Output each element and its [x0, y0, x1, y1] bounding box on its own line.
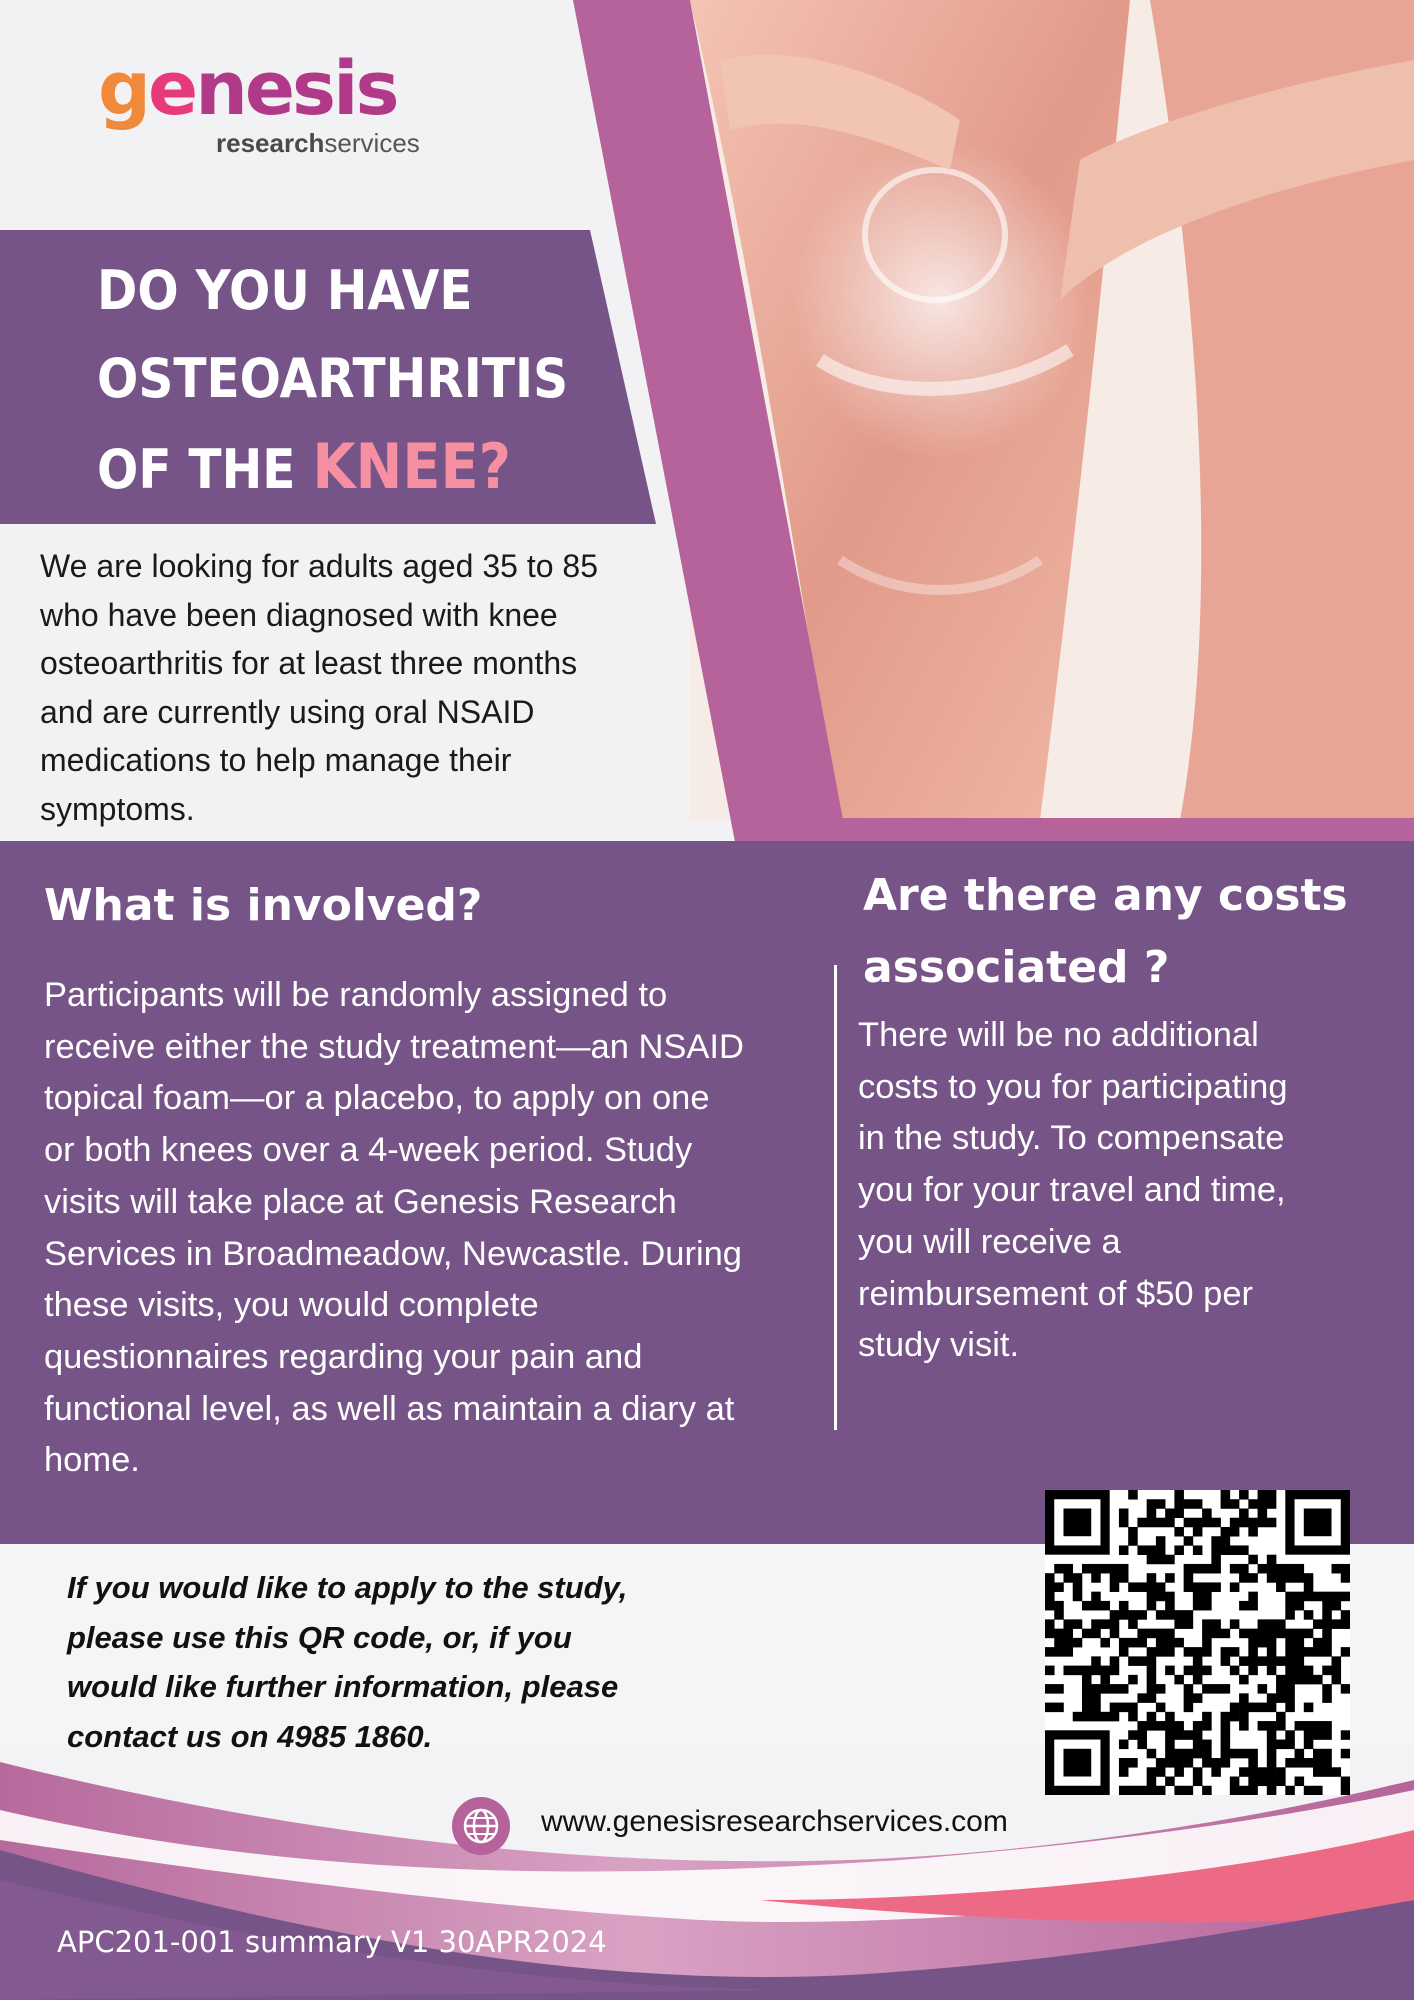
involved-paragraph: [44, 970, 819, 1487]
costs-line: study visit.: [858, 1326, 1020, 1365]
title-line-1: DO YOU HAVE: [97, 259, 473, 322]
intro-paragraph: [40, 542, 680, 833]
costs-line: reimbursement of $50 per: [858, 1274, 1254, 1313]
page-title: [97, 247, 569, 514]
intro-line: symptoms.: [40, 790, 195, 827]
costs-line: you for your travel and time,: [858, 1171, 1286, 1210]
involved-line: questionnaires regarding your pain and: [44, 1337, 643, 1376]
intro-line: medications to help manage their: [40, 742, 512, 778]
column-divider: [834, 965, 837, 1430]
logo-subtitle: researchservices: [216, 128, 420, 158]
costs-line: in the study. To compensate: [858, 1119, 1285, 1158]
involved-line: visits will take place at Genesis Research: [44, 1182, 677, 1221]
website-link[interactable]: www.genesisresearchservices.com: [541, 1805, 1008, 1838]
intro-line: who have been diagnosed with knee: [40, 596, 558, 633]
document-code: APC201-001 summary V1 30APR2024: [57, 1925, 607, 1959]
apply-instructions: If you would like to apply to the study, please use this QR code, or, if you would like further information, please contact us on 4985 1860.: [67, 1570, 628, 1754]
costs-line: you will receive a: [858, 1222, 1121, 1261]
intro-line: osteoarthritis for at least three months: [40, 645, 578, 681]
involved-line: topical foam—or a placebo, to apply on one: [44, 1079, 710, 1118]
involved-line: home.: [44, 1441, 140, 1480]
title-line-2: OSTEOARTHRITIS: [97, 347, 569, 410]
involved-line: receive either the study treatment—an NSAID: [44, 1027, 744, 1066]
costs-heading: Are there any costs associated ?: [863, 870, 1348, 993]
involved-line: or both knees over a 4-week period. Study: [44, 1131, 693, 1170]
qr-code[interactable]: [1045, 1490, 1350, 1795]
costs-paragraph: [858, 1010, 1378, 1372]
globe-icon: [452, 1797, 510, 1855]
involved-line: these visits, you would complete: [44, 1286, 539, 1325]
involved-line: functional level, as well as maintain a diary at: [44, 1389, 735, 1428]
logo-wordmark: genesis: [98, 46, 397, 132]
involved-line: Participants will be randomly assigned to: [44, 976, 668, 1014]
title-line-3: OF THE KNEE?: [97, 430, 511, 503]
title-highlight: KNEE?: [312, 430, 511, 503]
genesis-logo: [98, 46, 438, 159]
involved-line: Services in Broadmeadow, Newcastle. During: [44, 1234, 742, 1273]
involved-heading: What is involved?: [44, 880, 483, 931]
intro-line: and are currently using oral NSAID: [40, 693, 535, 730]
intro-line: We are looking for adults aged 35 to 85: [40, 548, 598, 584]
costs-line: costs to you for participating: [858, 1067, 1288, 1106]
costs-line: There will be no additional: [858, 1016, 1259, 1054]
